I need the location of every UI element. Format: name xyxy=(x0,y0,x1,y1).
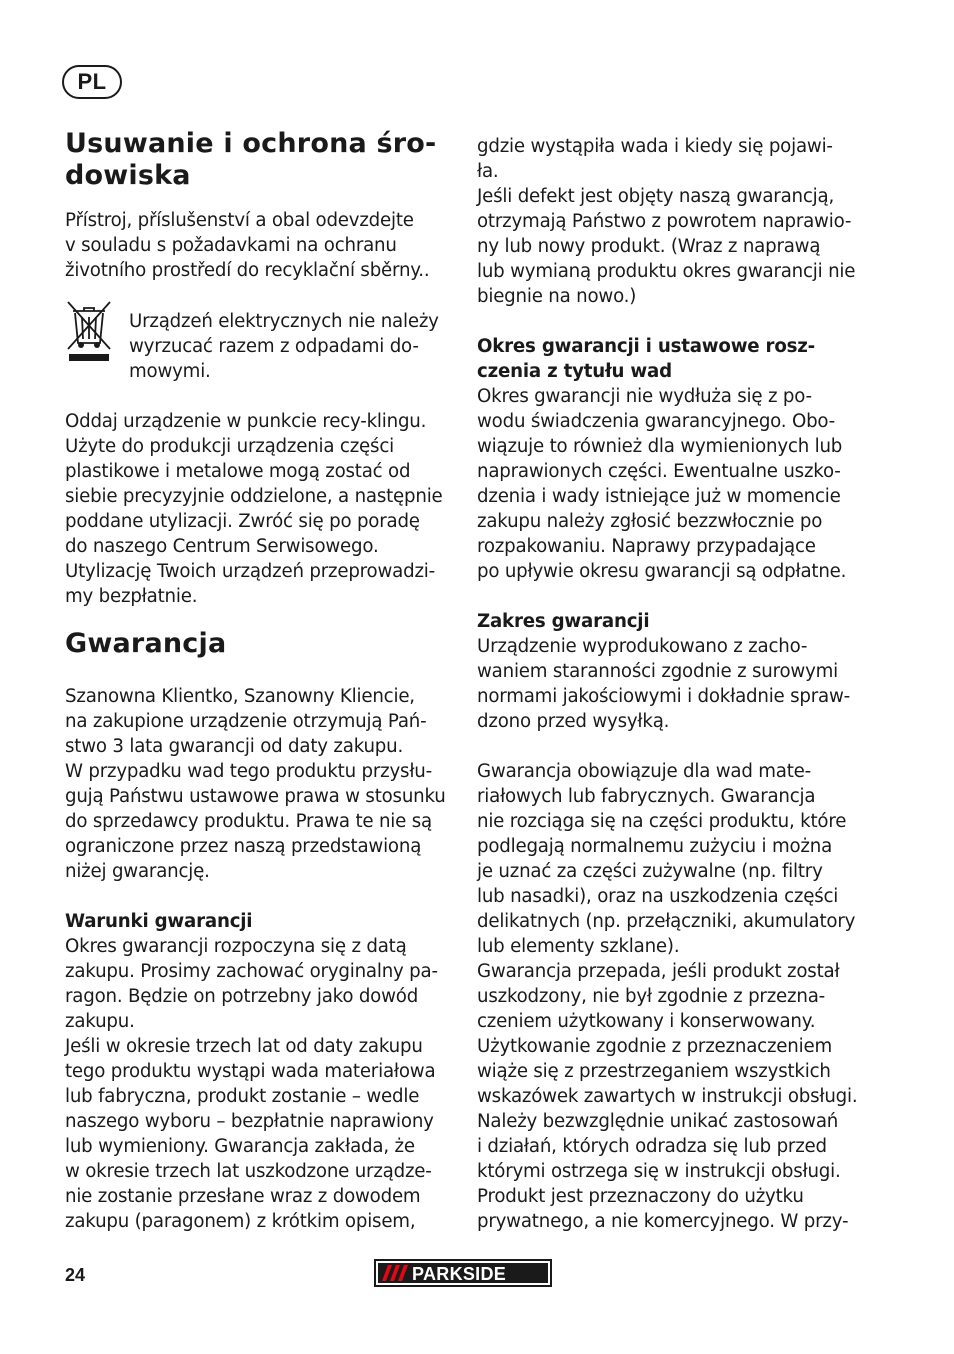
heading-warranty: Gwarancja xyxy=(65,628,227,659)
heading-warranty-period: Okres gwarancji i ustawowe rosz- czenia z tytułu wad xyxy=(477,336,815,382)
warranty-scope-text-2: Gwarancja obowiązuje dla wad mate- riałowych lub fabrycznych. Gwarancja nie rozciąga się na części produktu, które podlegają normalnemu zużyciu i można je uznać za części zużywalne (np. filtry lub nasadki), oraz na uszkodzenia części delikatnych (np. przełączniki, akumulatory lub elementy szklane). Gwarancja przepada, jeśli produkt został uszkodzony, nie był zgodnie z przezna- czeniem użytkowany i konserwowany. Użytkowanie zgodnie z przeznaczeniem wiąże się z przestrzeganiem wszystkich wskazówek zawartych w instrukcji obsługi. Należy bezwzględnie unikać zastosowań i działań, których odradza się lub przed którymi ostrzega się w instrukcji obsługi. Produkt jest przeznaczony do użytku prywatnego, a nie komercyjnego. W przy- xyxy=(477,761,858,1232)
language-badge: PL xyxy=(62,65,122,99)
heading-warranty-scope: Zakres gwarancji xyxy=(477,611,650,632)
disposal-paragraph-2: Oddaj urządzenie w punkcie recy-klingu. Użyte do produkcji urządzenia części plastikowe i metalowe mogą zostać od siebie precyzyjnie oddzielone, a następnie poddane utylizacji. Zwróć się po poradę do naszego Centrum Serwisowego. Utylizację Twoich urządzeń przeprowadzi- my bezpłatnie. xyxy=(65,411,443,607)
disposal-paragraph-1: Přístroj, příslušenství a obal odevzdejte v souladu s požadavkami na ochranu životního prostředí do recyklační sběrny.. xyxy=(65,210,430,281)
weee-text: Urządzeń elektrycznych nie należy wyrzucać razem z odpadami do- mowymi. xyxy=(129,311,439,382)
heading-disposal: Usuwanie i ochrona śro- dowiska xyxy=(65,128,437,191)
warranty-conditions-text: Okres gwarancji rozpoczyna się z datą zakupu. Prosimy zachować oryginalny pa- ragon. Będzie on potrzebny jako dowód zakupu. Jeśli w okresie trzech lat od daty zakupu tego produktu wystąpi wada materiałowa lub fabryczna, produkt zostanie – wedle naszego wyboru – bezpłatnie naprawiony lub wymieniony. Gwarancja zakłada, że w okresie trzech lat uszkodzone urządze- nie zostanie przesłane wraz z dowodem zakupu (paragonem) z krótkim opisem, xyxy=(65,936,438,1232)
parkside-logo xyxy=(374,1259,552,1287)
crossed-out-bin-icon xyxy=(65,299,113,363)
warranty-period-text: Okres gwarancji nie wydłuża się z po- wodu świadczenia gwarancyjnego. Obo- wiązuje to również dla wymienionych lub naprawionych części. Ewentualne uszko- dzenia i wady istniejące już w momencie zakupu należy zgłosić bezzwłocznie po rozpakowaniu. Naprawy przypadające po upływie okresu gwarancji są odpłatne. xyxy=(477,386,847,582)
warranty-scope-text-1: Urządzenie wyprodukowano z zacho- waniem staranności zgodnie z surowymi normami jakościowymi i dokładnie spraw- dzono przed wysyłką. xyxy=(477,636,851,732)
page-number: 24 xyxy=(65,1265,86,1285)
brand-logo-text: PARKSIDE xyxy=(412,1264,507,1284)
warranty-intro: Szanowna Klientko, Szanowny Kliencie, na zakupione urządzenie otrzymują Pań- stwo 3 lata gwarancji od daty zakupu. W przypadku wad tego produktu przysłu- gują Państwu ustawowe prawa w stosunku do sprzedawcy produktu. Prawa te nie są ograniczone przez naszą przedstawioną niżej gwarancję. xyxy=(65,686,446,882)
continued-text: gdzie wystąpiła wada i kiedy się pojawi- ła. Jeśli defekt jest objęty naszą gwarancją, otrzymają Państwo z powrotem naprawio- ny lub nowy produkt. (Wraz z naprawą lub wymianą produktu okres gwarancji nie biegnie na nowo.) xyxy=(477,136,856,307)
heading-warranty-conditions: Warunki gwarancji xyxy=(65,911,253,932)
